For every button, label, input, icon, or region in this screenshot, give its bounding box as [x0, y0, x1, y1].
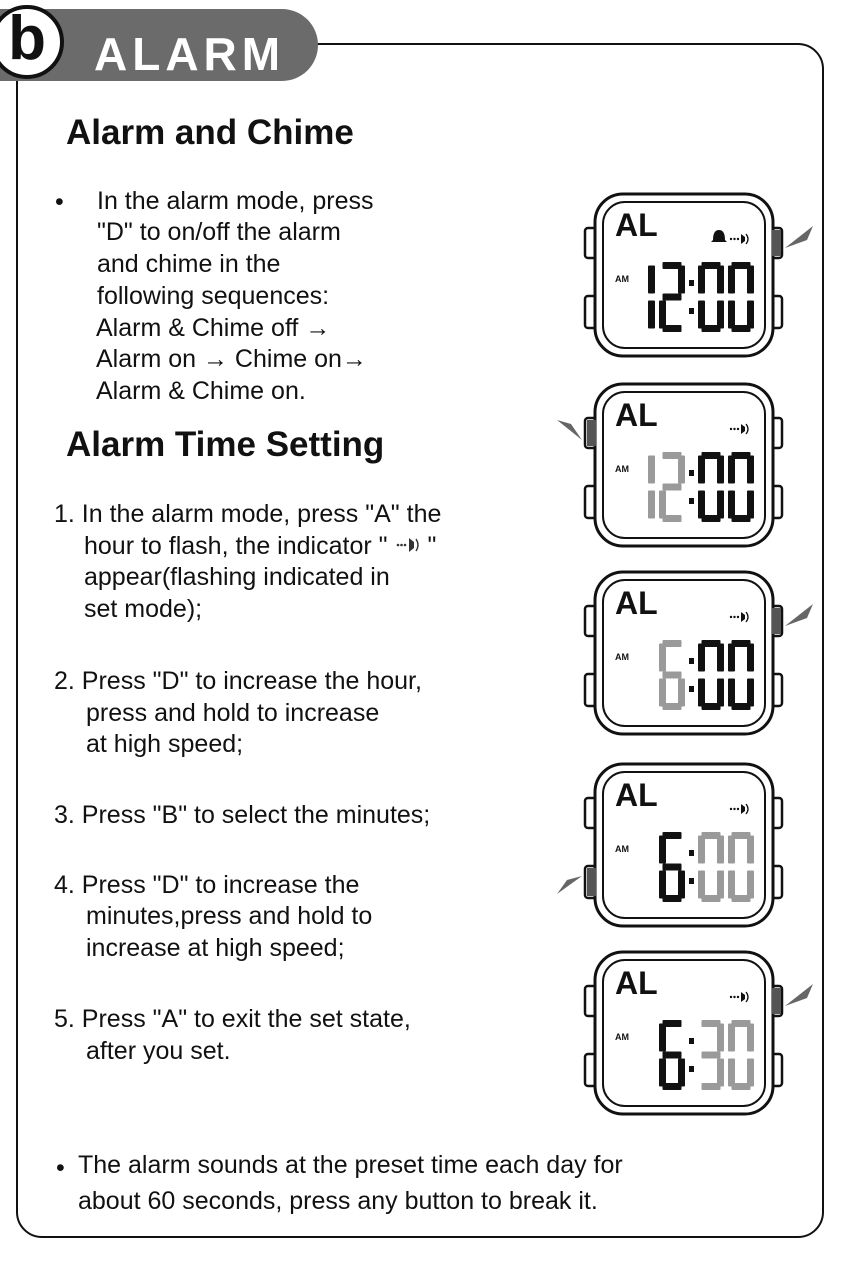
- note-text: The alarm sounds at the preset time each day for: [78, 1151, 623, 1179]
- lcd-segment: [659, 644, 666, 672]
- step-4-text: minutes,press and hold to: [86, 902, 373, 930]
- chime-text-line: following sequences:: [97, 282, 330, 310]
- lcd-segment: [698, 679, 705, 707]
- lcd-segment: [728, 1024, 735, 1052]
- lcd-segment: [663, 484, 682, 491]
- chime-indicator-icon: [388, 531, 428, 563]
- lcd-segment: [747, 1059, 754, 1087]
- lcd-segment: [747, 266, 754, 294]
- chime-text-line: "D" to on/off the alarm: [97, 218, 341, 246]
- watch-illustration-1: [555, 190, 844, 365]
- bullet-marker: •: [56, 1154, 65, 1182]
- lcd-segment: [698, 456, 705, 484]
- chime-text-line: Alarm & Chime off →: [96, 314, 331, 342]
- lcd-segment: [663, 1052, 682, 1059]
- lcd-mode-label: AL: [615, 965, 658, 1001]
- step-1-text-part: ": [427, 532, 437, 560]
- lcd-segment: [728, 644, 735, 672]
- lcd-segment: [678, 871, 685, 899]
- lcd-segment: [747, 301, 754, 329]
- watch-svg: [555, 568, 844, 743]
- lcd-colon: [689, 1066, 694, 1072]
- watch-illustration-3: [555, 568, 844, 743]
- lcd-segment: [698, 871, 705, 899]
- watch-illustration-5: [555, 948, 844, 1123]
- lcd-segment: [717, 491, 724, 519]
- step-1-text: 1. In the alarm mode, press "A" the: [54, 500, 442, 528]
- lcd-segment: [728, 679, 735, 707]
- lcd-am-label: AM: [615, 652, 629, 662]
- chime-text-line: Alarm & Chime on.: [96, 377, 306, 405]
- lcd-colon: [689, 850, 694, 856]
- lcd-segment: [678, 456, 685, 484]
- lcd-colon: [689, 470, 694, 476]
- step-2-text: press and hold to increase: [86, 699, 380, 727]
- watch-illustration-2: [555, 380, 844, 555]
- step-1-text: [84, 531, 436, 563]
- lcd-segment: [663, 294, 682, 301]
- lcd-segment: [747, 836, 754, 864]
- chime-text-line: and chime in the: [97, 250, 281, 278]
- lcd-segment: [717, 679, 724, 707]
- lcd-segment: [717, 836, 724, 864]
- pressed-button-highlight: [772, 608, 781, 634]
- lcd-segment: [747, 456, 754, 484]
- step-3-text: 3. Press "B" to select the minutes;: [54, 801, 431, 829]
- lcd-segment: [659, 491, 666, 519]
- heading-alarm-time-setting: Alarm Time Setting: [66, 425, 385, 464]
- lcd-segment: [659, 1024, 666, 1052]
- press-arrow-icon: [785, 226, 813, 248]
- lcd-segment: [717, 456, 724, 484]
- lcd-segment: [728, 871, 735, 899]
- lcd-segment: [747, 644, 754, 672]
- lcd-segment: [698, 266, 705, 294]
- heading-alarm-and-chime: Alarm and Chime: [66, 113, 354, 152]
- lcd-segment: [659, 301, 666, 329]
- note-text: about 60 seconds, press any button to break it.: [78, 1187, 598, 1215]
- lcd-segment: [717, 1024, 724, 1052]
- lcd-segment: [648, 266, 655, 294]
- lcd-mode-label: AL: [615, 585, 658, 621]
- watch-svg: [555, 948, 844, 1123]
- lcd-mode-label: AL: [615, 777, 658, 813]
- lcd-segment: [659, 679, 666, 707]
- lcd-segment: [717, 644, 724, 672]
- lcd-segment: [728, 301, 735, 329]
- step-2-text: at high speed;: [86, 730, 244, 758]
- step-1-text-part: hour to flash, the indicator ": [84, 532, 388, 560]
- pressed-button-highlight: [587, 868, 596, 896]
- lcd-segment: [728, 491, 735, 519]
- step-4-text: 4. Press "D" to increase the: [54, 871, 360, 899]
- step-5-text: 5. Press "A" to exit the set state,: [54, 1005, 411, 1033]
- lcd-segment: [728, 266, 735, 294]
- watch-illustration-4: [555, 760, 844, 935]
- lcd-segment: [698, 836, 705, 864]
- lcd-segment: [648, 491, 655, 519]
- lcd-mode-label: AL: [615, 397, 658, 433]
- step-5-text: after you set.: [86, 1037, 231, 1065]
- chime-text-line: Alarm on → Chime on→: [96, 345, 367, 373]
- pressed-button-highlight: [772, 230, 781, 256]
- lcd-am-label: AM: [615, 844, 629, 854]
- lcd-segment: [747, 1024, 754, 1052]
- section-title: ALARM: [94, 28, 286, 80]
- lcd-segment: [698, 301, 705, 329]
- lcd-segment: [678, 1059, 685, 1087]
- lcd-segment: [728, 1059, 735, 1087]
- lcd-segment: [702, 1052, 721, 1059]
- lcd-colon: [689, 686, 694, 692]
- lcd-segment: [717, 266, 724, 294]
- lcd-segment: [663, 515, 682, 522]
- lcd-colon: [689, 1038, 694, 1044]
- lcd-segment: [663, 864, 682, 871]
- pressed-button-highlight: [772, 988, 781, 1014]
- press-arrow-icon: [785, 984, 813, 1006]
- lcd-segment: [678, 679, 685, 707]
- step-1-text: appear(flashing indicated in: [84, 563, 390, 591]
- lcd-segment: [747, 679, 754, 707]
- lcd-segment: [663, 672, 682, 679]
- lcd-segment: [728, 456, 735, 484]
- press-arrow-icon: [785, 604, 813, 626]
- watch-svg: [555, 190, 844, 365]
- lcd-segment: [663, 325, 682, 332]
- watch-svg: [555, 380, 844, 555]
- lcd-mode-label: AL: [615, 207, 658, 243]
- step-2-text: 2. Press "D" to increase the hour,: [54, 667, 422, 695]
- lcd-segment: [728, 836, 735, 864]
- lcd-segment: [678, 266, 685, 294]
- lcd-am-label: AM: [615, 1032, 629, 1042]
- pressed-button-highlight: [587, 420, 596, 446]
- step-1-text: set mode);: [84, 595, 203, 623]
- lcd-segment: [659, 1059, 666, 1087]
- lcd-segment: [702, 1083, 721, 1090]
- lcd-segment: [648, 301, 655, 329]
- chime-text-line: In the alarm mode, press: [97, 187, 374, 215]
- lcd-segment: [717, 871, 724, 899]
- lcd-colon: [689, 878, 694, 884]
- lcd-colon: [689, 280, 694, 286]
- lcd-am-label: AM: [615, 464, 629, 474]
- lcd-segment: [659, 836, 666, 864]
- lcd-segment: [747, 491, 754, 519]
- lcd-colon: [689, 498, 694, 504]
- lcd-colon: [689, 308, 694, 314]
- lcd-am-label: AM: [615, 274, 629, 284]
- lcd-segment: [698, 491, 705, 519]
- lcd-segment: [698, 644, 705, 672]
- lcd-segment: [717, 1059, 724, 1087]
- press-arrow-icon: [557, 876, 582, 894]
- press-arrow-icon: [557, 420, 582, 440]
- lcd-colon: [689, 658, 694, 664]
- lcd-segment: [648, 456, 655, 484]
- section-letter-badge: b: [0, 5, 64, 79]
- lcd-segment: [659, 871, 666, 899]
- lcd-segment: [747, 871, 754, 899]
- step-4-text: increase at high speed;: [86, 934, 345, 962]
- watch-svg: [555, 760, 844, 935]
- lcd-segment: [717, 301, 724, 329]
- bullet-marker: •: [55, 188, 64, 216]
